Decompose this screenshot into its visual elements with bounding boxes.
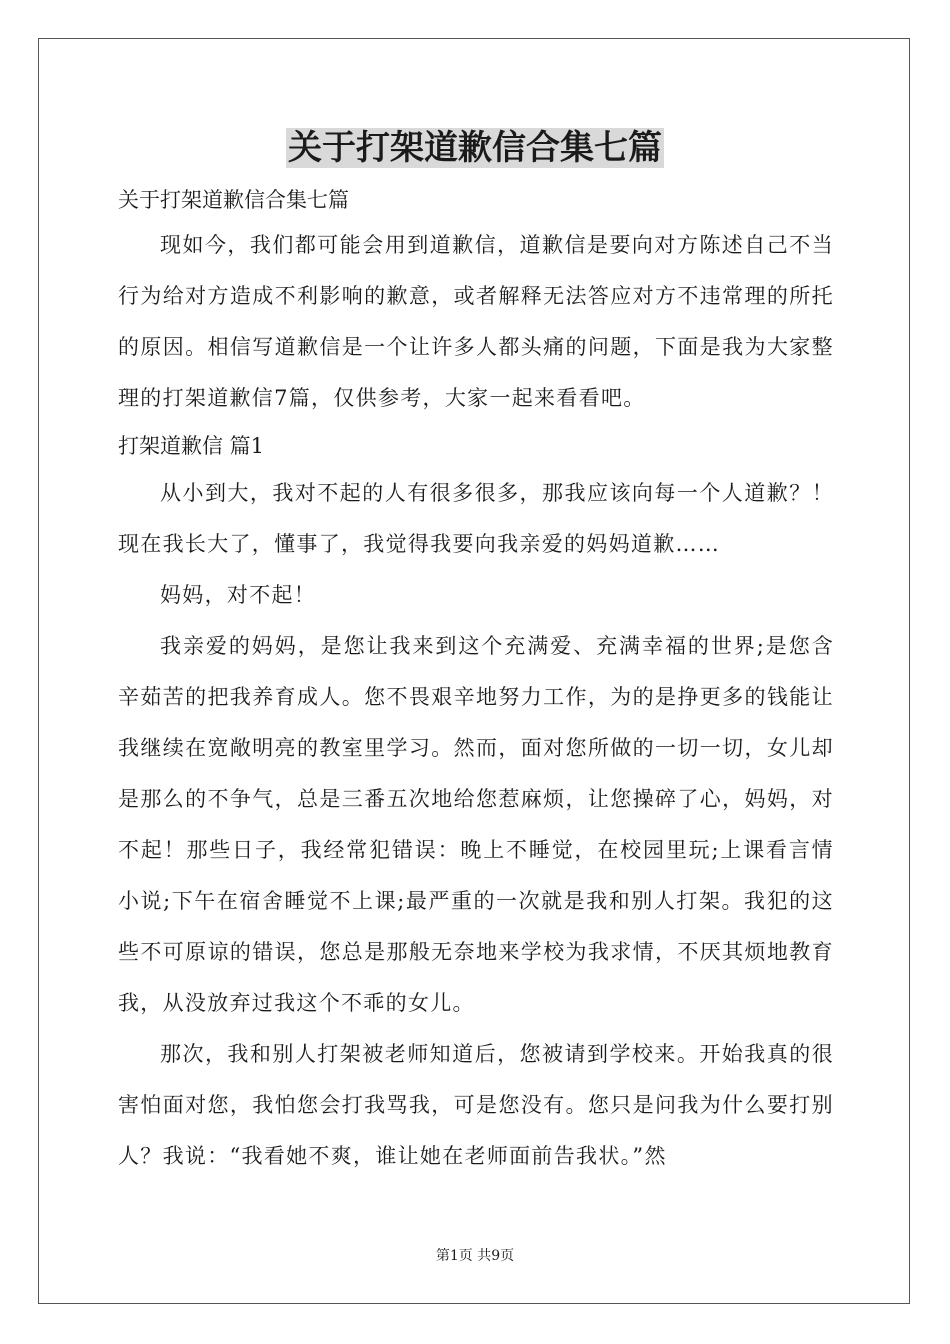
document-body bbox=[118, 180, 834, 1182]
body-paragraph: 那次，我和别人打架被老师知道后，您被请到学校来。开始我真的很害怕面对您，我怕您会打我骂我，可是您没有。您只是问我为什么要打别人？我说：“我看她不爽，谁让她在老师面前告我状。”然 bbox=[118, 1042, 834, 1168]
document-subtitle: 关于打架道歉信合集七篇 bbox=[118, 188, 349, 212]
body-paragraph: 妈妈，对不起！ bbox=[160, 583, 317, 607]
body-paragraph: 从小到大，我对不起的人有很多很多，那我应该向每一个人道歉？！现在我长大了，懂事了，我觉得我要向我亲爱的妈妈道歉…… bbox=[118, 481, 834, 556]
section-heading: 打架道歉信 篇1 bbox=[118, 434, 265, 458]
body-paragraph: 我亲爱的妈妈，是您让我来到这个充满爱、充满幸福的世界;是您含辛茹苦的把我养育成人。您不畏艰辛地努力工作，为的是挣更多的钱能让我继续在宽敞明亮的教室里学习。然而，面对您所做的一切一切，女儿却是那么的不争气，总是三番五次地给您惹麻烦，让您操碎了心，妈妈，对不起！那些日子，我经常犯错误：晚上不睡觉，在校园里玩;上课看言情小说;下午在宿舍睡觉不上课;最严重的一次就是我和别人打架。我犯的这些不可原谅的错误，您总是那般无奈地来学校为我求情，不厌其烦地教育我，从没放弃过我这个不乖的女儿。 bbox=[118, 634, 834, 1015]
document-title-text: 关于打架道歉信合集七篇 bbox=[288, 128, 662, 168]
intro-paragraph: 现如今，我们都可能会用到道歉信，道歉信是要向对方陈述自己不当行为给对方造成不利影响的歉意，或者解释无法答应对方不违常理的所托的原因。相信写道歉信是一个让许多人都头痛的问题，下面是我为大家整理的打架道歉信7篇，仅供参考，大家一起来看看吧。 bbox=[118, 233, 834, 410]
page-number: 第1页 共9页 bbox=[435, 1248, 515, 1264]
page-footer bbox=[0, 1246, 950, 1266]
document-title bbox=[0, 126, 950, 170]
